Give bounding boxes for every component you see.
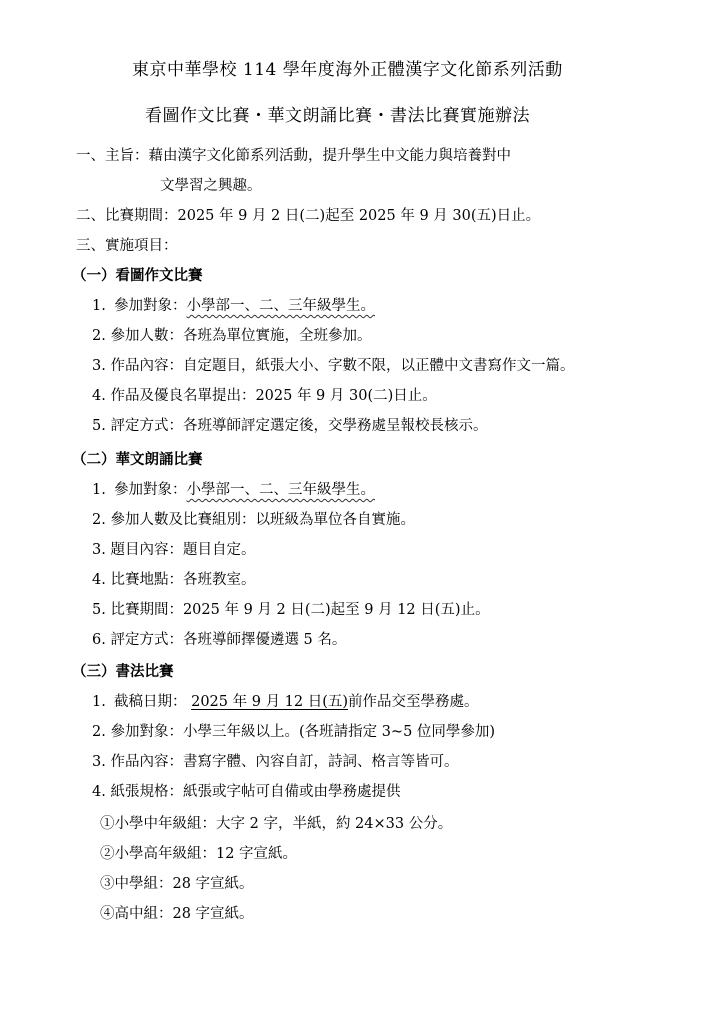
subsection-heading-essay [72,266,203,286]
list-item: 4. 紙張規格：紙張或字帖可自備或由學務處提供 [92,784,401,800]
sub-item: ①小學中年級組：大字 2 字，半紙，約 24×33 公分。 [100,816,453,832]
title-line-2: 看圖作文比賽・華文朗誦比賽・書法比賽實施辦法 [145,106,530,126]
list-item: 4. 作品及優良名單提出：2025 年 9 月 30(二)日止。 [92,388,437,404]
item-label: 參加對象： [114,298,187,314]
list-item: 3. 作品內容：自定題目，紙張大小、字數不限，以正體中文書寫作文一篇。 [92,358,575,374]
sub-item: ③中學組：28 字宣紙。 [100,876,254,892]
list-item: 6. 評定方式：各班導師擇優遴選 5 名。 [92,632,347,648]
sub-item: ②小學高年級組：12 字宣紙。 [100,846,298,862]
heading-text: 書法比賽 [115,663,174,680]
item-label: 參加對象： [114,482,187,498]
section-items: 三、實施項目： [76,238,178,254]
heading-text: 華文朗誦比賽 [115,451,203,468]
list-item: 2. 參加人數及比賽組別：以班級為單位各自實施。 [92,512,415,528]
section-period: 二、比賽期間：2025 年 9 月 2 日(二)起至 2025 年 9 月 30(五)日止。 [76,208,541,224]
heading-mark: （二） [72,451,116,468]
section-purpose-cont: 文學習之興趣。 [160,178,262,194]
item-number: 1. [92,298,106,314]
list-item: 2. 參加人數：各班為單位實施，全班參加。 [92,328,372,344]
list-item [92,692,479,712]
section-purpose: 一、主旨：藉由漢字文化節系列活動，提升學生中文能力與培養對中 [76,148,511,164]
list-item: 4. 比賽地點：各班教室。 [92,572,256,588]
list-item: 5. 比賽期間：2025 年 9 月 2 日(二)起至 9 月 12 日(五)止。 [92,602,490,618]
heading-text: 看圖作文比賽 [115,267,203,284]
list-item [92,296,375,316]
subsection-heading-recitation [72,450,203,470]
item-value-highlighted: 小學部一、二、三年級學生。 [186,482,375,498]
item-value-highlighted: 小學部一、二、三年級學生。 [186,298,375,314]
list-item: 3. 題目內容：題目自定。 [92,542,256,558]
list-item [92,480,375,500]
item-rest: 前作品交至學務處。 [348,694,479,710]
list-item: 3. 作品內容：書寫字體、內容自訂，詩詞、格言等皆可。 [92,754,459,770]
item-number: 1. [92,694,106,710]
item-label: 截稿日期： [114,694,187,710]
heading-mark: （三） [72,663,116,680]
heading-mark: （一） [72,267,116,284]
list-item: 2. 參加對象：小學三年級以上。(各班請指定 3~5 位同學參加) [92,724,496,740]
title-line-1: 東京中華學校 114 學年度海外正體漢字文化節系列活動 [132,60,563,80]
item-number: 1. [92,482,106,498]
deadline-underlined: 2025 年 9 月 12 日(五) [191,694,349,710]
subsection-heading-calligraphy [72,662,174,682]
list-item: 5. 評定方式：各班導師評定選定後，交學務處呈報校長核示。 [92,418,488,434]
sub-item: ④高中組：28 字宣紙。 [100,906,254,922]
